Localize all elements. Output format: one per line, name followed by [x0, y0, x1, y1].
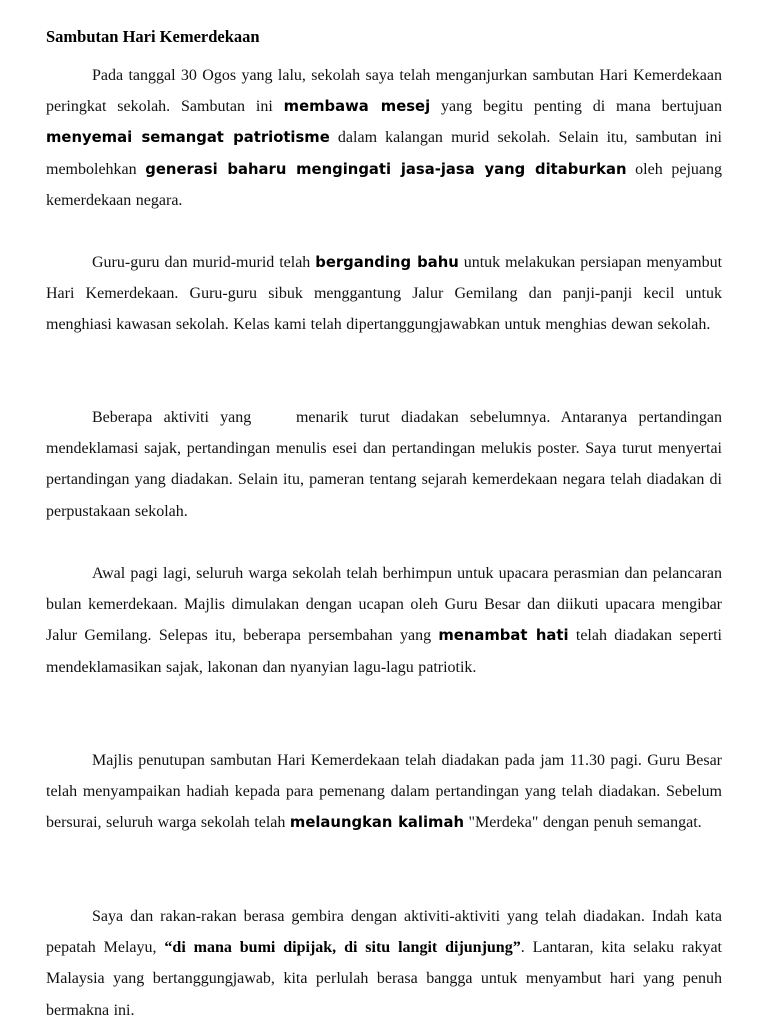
paragraph-3-text: Beberapa aktiviti yang menarik turut diadakan sebelumnya. Antaranya pertandingan mendeklamasi sajak, pertandingan menulis esei dan pertandingan melukis poster. Saya turut menyertai pertandingan yang diadakan. Selain itu, pameran tentang sejarah kemerdekaan negara telah diadakan di perpustakaan sekolah.	[46, 409, 727, 520]
paragraph-6	[46, 901, 722, 1026]
paragraph-2-bold-berganding-bahu: berganding bahu	[315, 254, 459, 271]
paragraph-5	[46, 745, 722, 839]
paragraph-1-bold-menyemai-semangat: menyemai semangat patriotisme	[46, 129, 330, 147]
paragraph-4-text: Awal pagi lagi, seluruh warga sekolah telah berhimpun untuk upacara perasmian dan pelancaran bulan kemerdekaan. Majlis dimulakan dengan ucapan oleh Guru Besar dan diikuti upacara mengibar Jalur Gemilang. Selepas itu, beberapa persembahan yang	[46, 565, 722, 645]
paragraph-4-text: telah diadakan seperti mendeklamasikan sajak, lakonan dan nyanyian lagu-lagu patriotik.	[46, 627, 722, 676]
paragraph-6-text: Saya dan rakan-rakan berasa gembira dengan aktiviti-aktiviti yang telah diadakan. Indah kata pepatah Melayu,	[46, 908, 722, 957]
paragraph-5-text: Majlis penutupan sambutan Hari Kemerdekaan telah diadakan pada jam 11.30 pagi. Guru Besar telah menyampaikan hadiah kepada para pemenang dalam pertandingan yang telah diadakan. Sebelum bersurai, seluruh warga sekolah telah	[46, 752, 722, 832]
paragraph-3	[46, 402, 727, 527]
paragraph-2	[46, 247, 722, 341]
paragraph-6-text: . Lantaran, kita selaku rakyat Malaysia yang bertanggungjawab, kita perlulah berasa bangga untuk menyambut hari yang penuh bermakna ini.	[46, 939, 723, 1019]
paragraph-4-bold-menambat-hati: menambat hati	[438, 627, 569, 645]
paragraph-1-text: oleh pejuang kemerdekaan negara.	[46, 160, 722, 209]
paragraph-2-text: Guru-guru dan murid-murid telah	[92, 254, 316, 271]
paragraph-6-bold-pepatah: “di mana bumi dipijak, di situ langit dijunjung”	[164, 939, 521, 957]
paragraph-1-text: yang begitu penting di mana bertujuan	[430, 98, 722, 116]
paragraph-1-text: dalam kalangan murid sekolah. Selain itu, sambutan ini membolehkan	[46, 129, 722, 178]
paragraph-1-bold-generasi-baharu: generasi baharu mengingati jasa-jasa yang ditaburkan	[145, 160, 627, 178]
paragraph-5-text: "Merdeka" dengan penuh semangat.	[464, 814, 702, 832]
paragraph-2-text: untuk melakukan persiapan menyambut Hari Kemerdekaan. Guru-guru sibuk menggantung Jalur Gemilang dan panji-panji kecil untuk menghiasi kawasan sekolah. Kelas kami telah dipertanggungjawabkan untuk menghias dewan sekolah.	[46, 254, 723, 334]
document-title: Sambutan Hari Kemerdekaan	[46, 27, 260, 46]
paragraph-4	[46, 558, 722, 683]
paragraph-1-bold-membawa-mesej: membawa mesej	[283, 98, 431, 116]
paragraph-5-bold-melaungkan-kalimah: melaungkan kalimah	[289, 814, 464, 832]
paragraph-1-text: Pada tanggal 30 Ogos yang lalu, sekolah saya telah menganjurkan sambutan Hari Kemerdekaan peringkat sekolah. Sambutan ini	[46, 67, 722, 116]
paragraph-1	[46, 60, 722, 216]
